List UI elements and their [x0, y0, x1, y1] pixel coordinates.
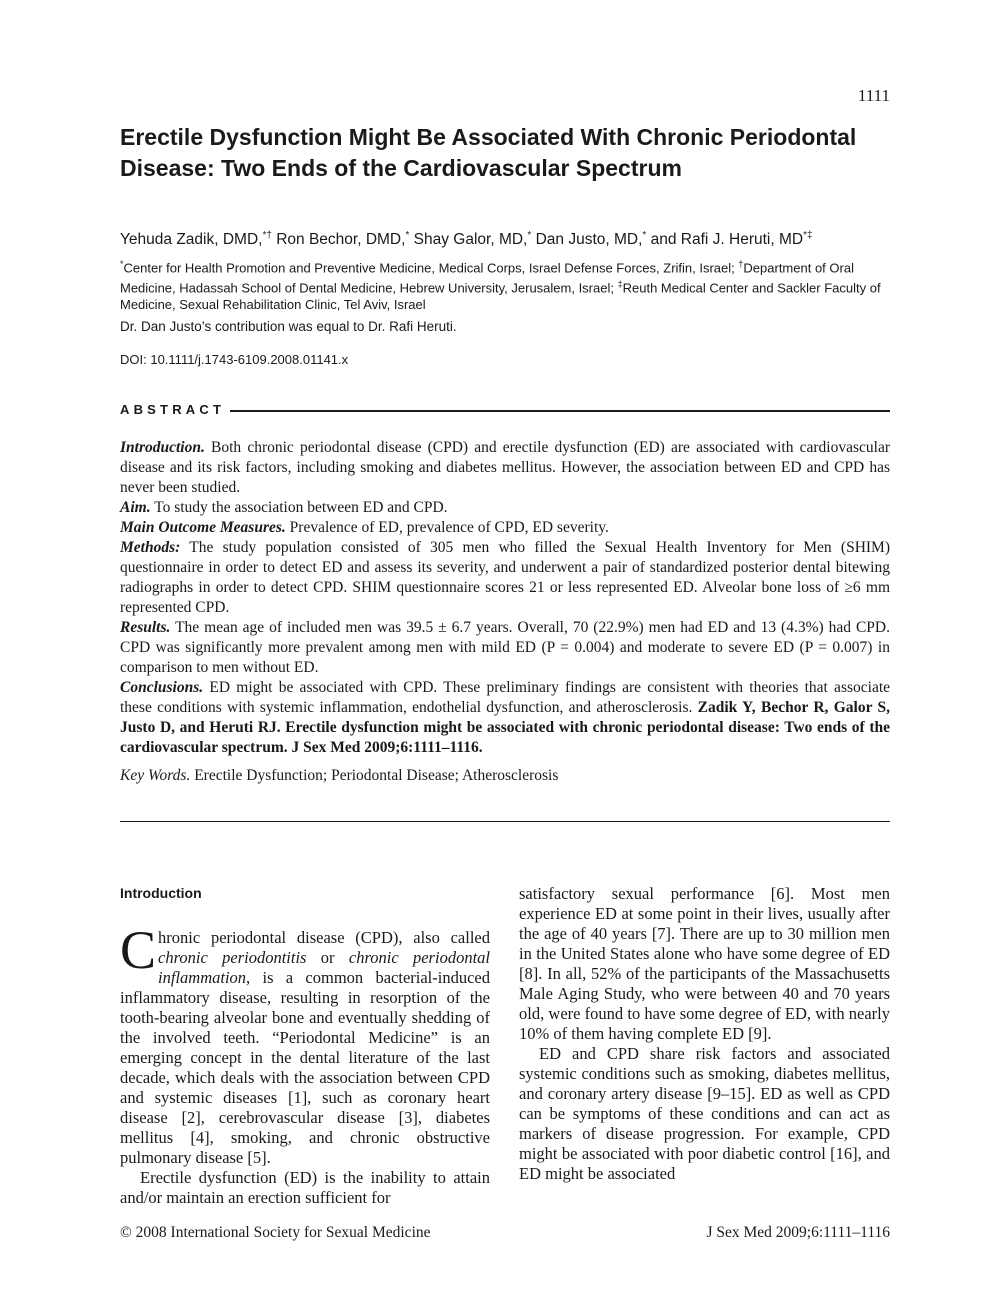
body-italic: chronic periodontal inflammation	[158, 948, 490, 987]
section-divider	[120, 821, 890, 822]
doi[interactable]: DOI: 10.1111/j.1743-6109.2008.01141.x	[120, 352, 349, 367]
abstract-text: Both chronic periodontal disease (CPD) and erectile dysfunction (ED) are associated with cardiovascular disease and its risk factors, including smoking and diabetes mellitus. However, the association between ED and CPD has never been studied.	[120, 439, 890, 496]
abstract-conclusions	[120, 678, 890, 758]
body-span: , is a common bacterial-induced inflammatory disease, resulting in resorption of the tooth-bearing alveolar bone and eventually shedding of the involved teeth. “Periodontal Medicine” is an emerging concept in the dental literature of the last decade, which deals with the association between CPD and systemic diseases [1], such as coronary heart disease [2], cerebrovascular disease [3], diabetes mellitus [4], smoking, and chronic obstructive pulmonary disease [5].	[120, 968, 490, 1167]
abstract-text: To study the association between ED and CPD.	[154, 499, 448, 516]
abstract-results	[120, 618, 890, 678]
author-name: Dan Justo, MD,	[535, 231, 643, 249]
affiliation-marker: ‡	[617, 279, 623, 290]
abstract-citation: Zadik Y, Bechor R, Galor S, Justo D, and Heruti RJ. Erectile dysfunction might be associated with chronic periodontal disease: Two ends of the cardiovascular spectrum. J Sex Med 2009;6:1111–1116.	[120, 699, 891, 756]
abstract-label: Methods:	[120, 539, 181, 556]
author-list	[120, 226, 895, 250]
abstract-rule	[230, 410, 890, 412]
body-column-left	[120, 884, 490, 1208]
abstract-label: Main Outcome Measures.	[120, 519, 286, 536]
affiliations	[120, 256, 895, 313]
abstract-text: The study population consisted of 305 men who filled the Sexual Health Inventory for Men (SHIM) questionnaire in order to detect ED and assess its severity, and underwent a pair of standardized posterior dental bitewing radiographs in order to detect CPD. SHIM questionnaire scores 21 or less represented ED. Alveolar bone loss of ≥6 mm represented CPD.	[120, 539, 890, 616]
body-paragraph: satisfactory sexual performance [6]. Most men experience ED at some point in their lives, usually after the age of 40 years [7]. There are up to 30 million men in the United States alone who have some degree of ED [8]. In all, 52% of the participants of the Massachusetts Male Aging Study, who were between 40 and 70 years old, were found to have some degree of ED, with nearly 10% of them having complete ED [9].	[519, 884, 890, 1043]
abstract	[120, 438, 890, 758]
author-name: Yehuda Zadik, DMD,	[120, 231, 263, 249]
abstract-label: Introduction.	[120, 439, 205, 456]
body-column-right	[519, 884, 890, 1184]
abstract-outcome	[120, 518, 890, 538]
body-paragraph: Erectile dysfunction (ED) is the inability to attain and/or maintain an erection sufficient for	[120, 1168, 490, 1207]
abstract-label: Results.	[120, 619, 171, 636]
affiliation: Department of Oral Medicine, Hadassah School of Dental Medicine, Hebrew University, Jerusalem, Israel;	[120, 260, 854, 296]
abstract-heading: ABSTRACT	[120, 402, 226, 417]
abstract-text: ED might be associated with CPD. These preliminary findings are consistent with theories that associate these conditions with systemic inflammation, endothelial dysfunction, and atherosclerosis.	[120, 679, 891, 716]
abstract-label: Aim.	[120, 499, 151, 516]
body-paragraph: ED and CPD share risk factors and associated systemic conditions such as smoking, diabetes mellitus, and coronary artery disease [9–15]. ED as well as CPD can be symptoms of these conditions and can act as markers of disease progression. For example, CPD might be associated with poor diabetic control [16], and ED might be associated	[519, 1044, 890, 1183]
author-marker: *‡	[803, 230, 813, 241]
keywords-label: Key Words.	[120, 767, 191, 784]
affiliation: Reuth Medical Center and Sackler Faculty of Medicine, Sexual Rehabilitation Clinic, Tel Aviv, Israel	[120, 280, 881, 312]
author-name: Ron Bechor, DMD,	[276, 231, 406, 249]
abstract-label: Conclusions.	[120, 679, 204, 696]
journal-footer: J Sex Med 2009;6:1111–1116	[706, 1224, 890, 1241]
body-span: hronic periodontal disease (CPD), also called	[158, 928, 490, 947]
page-number: 1111	[857, 86, 890, 105]
author-marker: *	[527, 230, 532, 241]
author-marker: *	[642, 230, 647, 241]
copyright-footer: © 2008 International Society for Sexual Medicine	[120, 1224, 431, 1241]
contribution-note: Dr. Dan Justo’s contribution was equal to Dr. Rafi Heruti.	[120, 319, 457, 334]
abstract-text: Prevalence of ED, prevalence of CPD, ED severity.	[289, 519, 609, 536]
affiliation-marker: *	[120, 259, 124, 269]
author-separator: and	[646, 231, 681, 249]
dropcap: C	[120, 920, 157, 980]
body-text	[519, 884, 890, 1184]
abstract-introduction	[120, 438, 890, 498]
body-text	[120, 920, 490, 1208]
body-paragraph	[120, 920, 490, 1168]
keywords	[120, 767, 890, 785]
abstract-methods	[120, 538, 890, 618]
keywords-text: Erectile Dysfunction; Periodontal Disease; Atherosclerosis	[194, 767, 559, 784]
section-heading: Introduction	[120, 885, 202, 901]
author-name: Shay Galor, MD,	[413, 231, 528, 249]
body-italic: chronic periodontitis	[158, 948, 307, 967]
author-name: Rafi J. Heruti, MD	[680, 231, 804, 249]
abstract-text: The mean age of included men was 39.5 ± 6.7 years. Overall, 70 (22.9%) men had ED and 13 (4.3%) had CPD. CPD was significantly more prevalent among men with mild ED (P = 0.004) and moderate to severe ED (P = 0.007) in comparison to men without ED.	[120, 619, 890, 676]
body-span: or	[306, 948, 349, 967]
article-title: Erectile Dysfunction Might Be Associated With Chronic Periodontal Disease: Two Ends of the Cardiovascular Spectrum	[120, 124, 857, 181]
author-marker: *†	[262, 230, 272, 241]
affiliation: Center for Health Promotion and Preventive Medicine, Medical Corps, Israel Defense Forces, Zrifin, Israel;	[123, 260, 739, 276]
abstract-aim	[120, 498, 890, 518]
abstract-heading-row	[120, 402, 890, 420]
author-marker: *	[405, 230, 410, 241]
affiliation-marker: †	[738, 259, 744, 269]
